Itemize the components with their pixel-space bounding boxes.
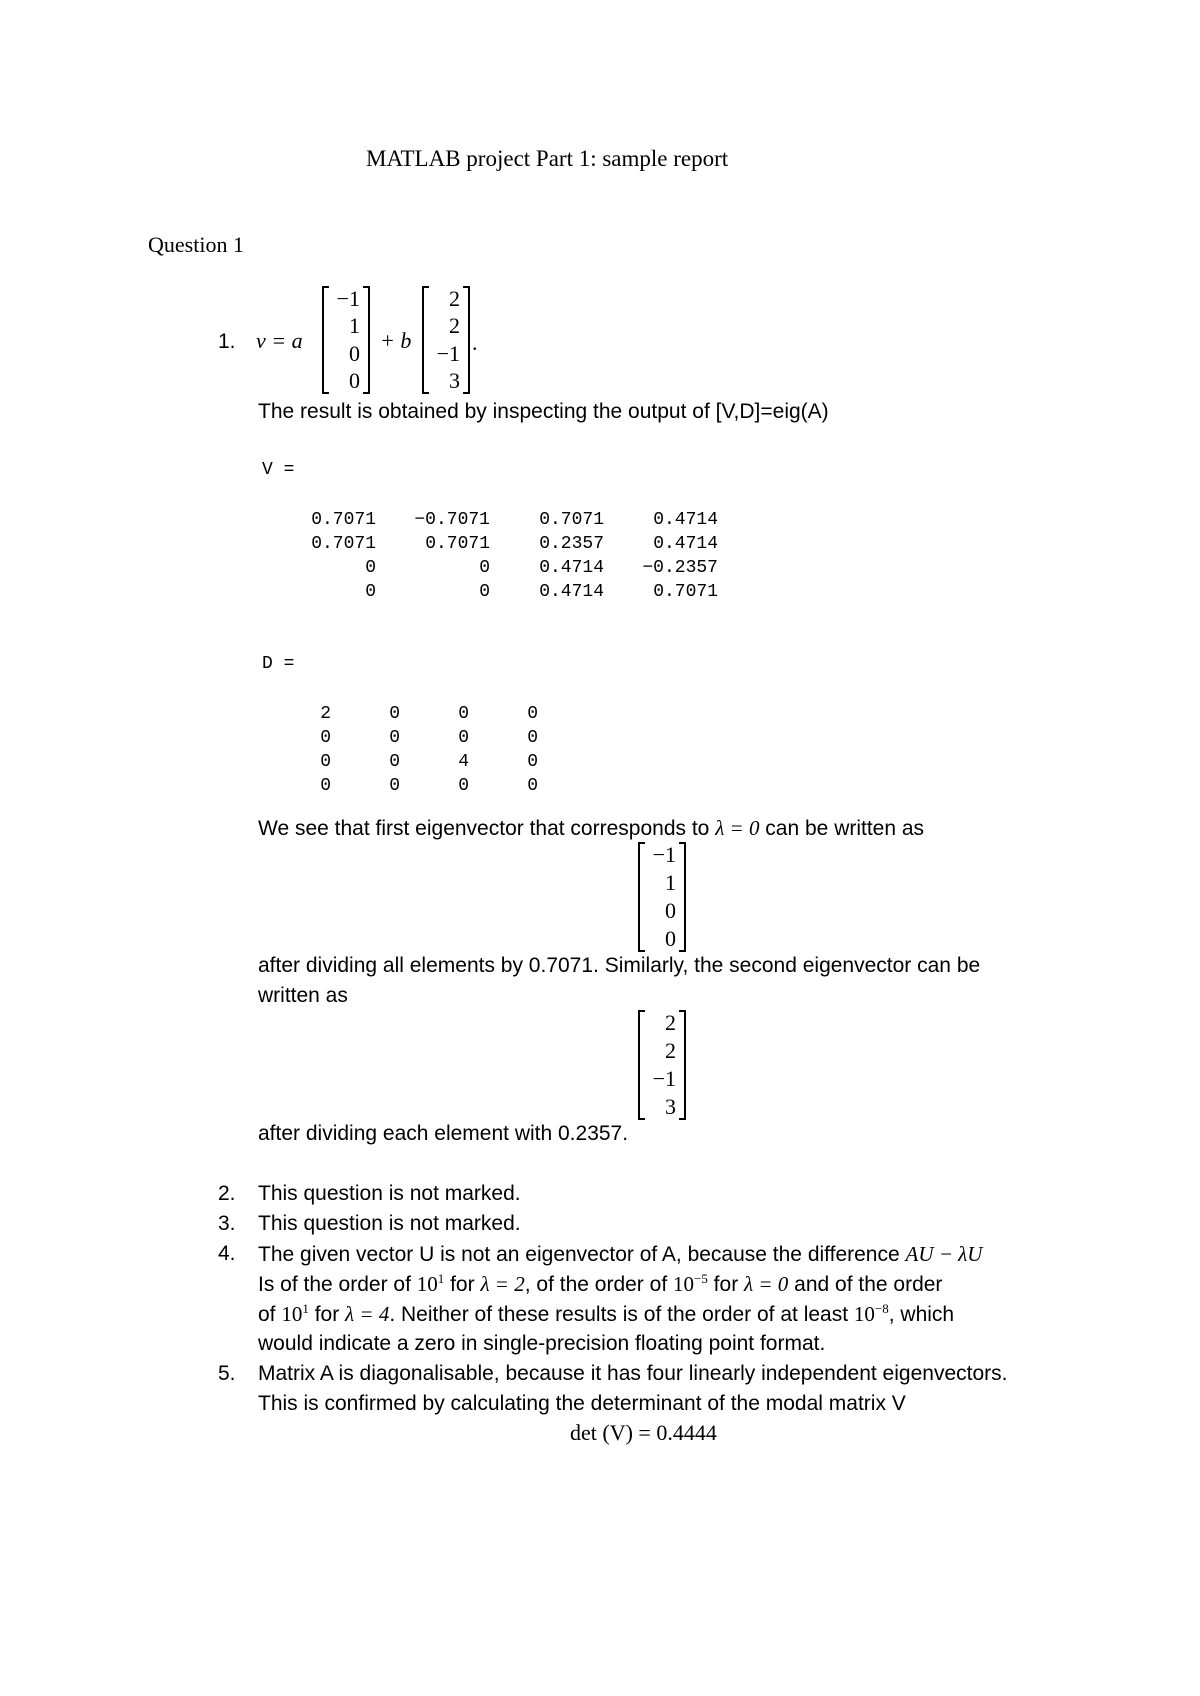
- item-2-text: This question is not marked.: [258, 1182, 521, 1205]
- d-cell: 4: [458, 752, 469, 772]
- v-cell: 0.4714: [539, 582, 604, 602]
- v-cell: 0: [479, 558, 490, 578]
- eigenvector2-entry: 2: [665, 1010, 676, 1035]
- item-4-line-2: [258, 1272, 942, 1297]
- d-cell: 0: [458, 704, 469, 724]
- determinant-result: det (V) = 0.4444: [570, 1420, 717, 1445]
- lambda-zero: λ = 0: [715, 816, 760, 840]
- item-number-5: 5.: [218, 1362, 236, 1385]
- vector-a-entry: −1: [336, 286, 360, 311]
- item-4-text: Is of the order of: [258, 1273, 417, 1296]
- table-row: [262, 750, 538, 774]
- table-row: [262, 508, 718, 532]
- eigenvector1-text-b: can be written as: [759, 817, 925, 840]
- item-4-text: of: [258, 1303, 282, 1326]
- vector-a-entry: 1: [349, 313, 360, 339]
- vector-a-entry: 0: [349, 367, 360, 393]
- v-matrix-output: [262, 508, 718, 604]
- equation-lhs: v = a: [256, 328, 303, 353]
- after-dividing-1-line2: written as: [258, 984, 348, 1007]
- power-base: 10: [673, 1272, 694, 1296]
- item-number-2: 2.: [218, 1182, 236, 1205]
- v-cell: −0.2357: [642, 558, 718, 578]
- d-cell: 0: [527, 776, 538, 796]
- v-cell: 0.7071: [425, 534, 490, 554]
- lambda-value: λ = 2: [480, 1272, 525, 1296]
- v-cell: 0.7071: [653, 582, 718, 602]
- item-5-line-1: Matrix A is diagonalisable, because it has four linearly independent eigenvectors.: [258, 1362, 1008, 1385]
- item-4-line-4: would indicate a zero in single-precision floating point format.: [258, 1332, 826, 1355]
- table-row: [262, 726, 538, 750]
- d-cell: 0: [527, 704, 538, 724]
- table-row: [262, 556, 718, 580]
- power-exponent: 1: [437, 1271, 445, 1286]
- eigenvector2-entry: −1: [652, 1066, 676, 1091]
- d-cell: 0: [320, 728, 331, 748]
- v-cell: 0.2357: [539, 534, 604, 554]
- item-4-text: , which: [888, 1303, 955, 1326]
- d-cell: 0: [389, 728, 400, 748]
- d-cell: 0: [527, 728, 538, 748]
- item-4-line-3: [258, 1302, 954, 1327]
- v-cell: 0.7071: [311, 510, 376, 530]
- after-dividing-2: after dividing each element with 0.2357.: [258, 1122, 629, 1145]
- item-4-line-1-text: The given vector U is not an eigenvector of A, because the difference: [258, 1243, 906, 1266]
- table-row: [262, 702, 538, 726]
- d-cell: 0: [320, 776, 331, 796]
- vector-b: [422, 286, 470, 394]
- eigenvector1-entry: 0: [665, 926, 676, 951]
- item-3-text: This question is not marked.: [258, 1212, 521, 1235]
- eigenvector2: [638, 1010, 686, 1120]
- d-label: D =: [262, 654, 295, 674]
- item-4-text: and of the order: [788, 1273, 943, 1296]
- eigenvector1-text-a: We see that first eigenvector that corresponds to: [258, 817, 716, 840]
- item-number-4: 4.: [218, 1242, 236, 1265]
- v-cell: 0: [365, 582, 376, 602]
- d-cell: 0: [389, 704, 400, 724]
- v-cell: 0.7071: [311, 534, 376, 554]
- item-4-text: , of the order of: [524, 1273, 673, 1296]
- vector-a: [322, 286, 370, 394]
- table-row: [262, 774, 538, 798]
- d-cell: 0: [458, 728, 469, 748]
- table-row: [262, 580, 718, 604]
- power-exponent: 1: [302, 1301, 309, 1316]
- after-dividing-1-line1: after dividing all elements by 0.7071. Similarly, the second eigenvector can be: [258, 954, 981, 977]
- d-cell: 0: [389, 776, 400, 796]
- v-cell: 0: [365, 558, 376, 578]
- d-cell: 0: [527, 752, 538, 772]
- v-cell: −0.7071: [414, 510, 490, 530]
- v-label: V =: [262, 460, 295, 480]
- item-4-text: for: [444, 1273, 481, 1296]
- item-number-1: 1.: [218, 330, 236, 353]
- item-5-line-2: This is confirmed by calculating the determinant of the modal matrix V: [258, 1392, 906, 1415]
- vector-b-entry: 2: [449, 313, 460, 339]
- power-base: 10: [853, 1302, 875, 1326]
- result-line: The result is obtained by inspecting the output of [V,D]=eig(A): [258, 400, 829, 423]
- lambda-value: λ = 4: [345, 1302, 390, 1326]
- item-4-text: for: [308, 1303, 346, 1326]
- power-base: 10: [416, 1272, 438, 1296]
- v-cell: 0.4714: [653, 534, 718, 554]
- d-cell: 0: [389, 752, 400, 772]
- eigenvector2-entry: 2: [665, 1038, 676, 1063]
- v-cell: 0.7071: [539, 510, 604, 530]
- item-number-3: 3.: [218, 1212, 236, 1235]
- eigenvector1-entry: 1: [665, 870, 676, 895]
- eigenvector1-text: [258, 816, 924, 841]
- d-cell: 2: [320, 704, 331, 724]
- item-4-text: for: [707, 1273, 745, 1296]
- vector-b-entry: −1: [436, 340, 460, 366]
- eigenvector1: [638, 842, 686, 952]
- power-exponent: −8: [874, 1301, 889, 1316]
- d-matrix-output: [262, 702, 538, 798]
- v-cell: 0: [479, 582, 490, 602]
- eigenvector1-entry: −1: [652, 842, 676, 867]
- item-4-text: . Neither of these results is of the order of at least: [389, 1303, 854, 1326]
- equation-period: .: [472, 330, 478, 355]
- vector-b-entry: 2: [449, 286, 460, 311]
- lambda-value: λ = 0: [744, 1272, 789, 1296]
- eigenvector2-entry: 3: [665, 1094, 676, 1119]
- difference-expression: AU − λU: [905, 1242, 983, 1266]
- v-cell: 0.4714: [539, 558, 604, 578]
- vector-b-entry: 3: [449, 367, 460, 393]
- table-row: [262, 532, 718, 556]
- question-heading: Question 1: [148, 232, 244, 257]
- item-4-line-1: [258, 1242, 982, 1267]
- vector-a-entry: 0: [349, 340, 360, 366]
- eigenvector1-entry: 0: [665, 898, 676, 923]
- d-cell: 0: [320, 752, 331, 772]
- power-base: 10: [281, 1302, 303, 1326]
- equation-plus-b: + b: [380, 328, 412, 353]
- v-cell: 0.4714: [653, 510, 718, 530]
- d-cell: 0: [458, 776, 469, 796]
- page-title: MATLAB project Part 1: sample report: [366, 146, 729, 171]
- power-exponent: −5: [694, 1271, 708, 1286]
